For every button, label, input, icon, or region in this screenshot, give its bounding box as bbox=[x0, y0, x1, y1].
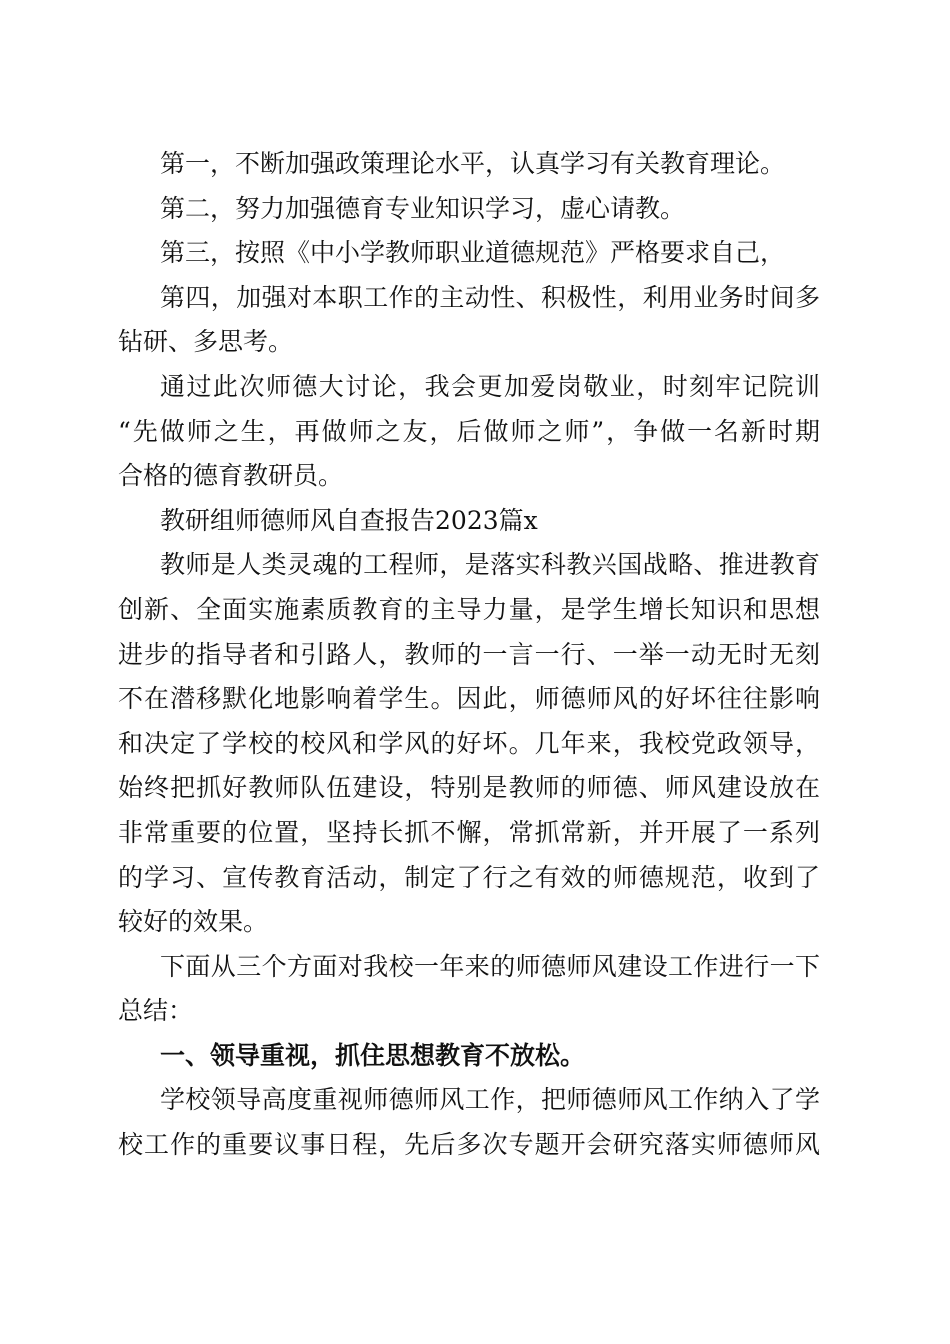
paragraph-line: 和决定了学校的校风和学风的好坏。几年来，我校党政领导， bbox=[118, 728, 820, 758]
paragraph-line: 较好的效果。 bbox=[118, 907, 269, 937]
list-item-second: 第二，努力加强德育专业知识学习，虚心请教。 bbox=[160, 193, 686, 223]
paragraph-line: 进步的指导者和引路人，教师的一言一行、一举一动无时无刻 bbox=[118, 639, 820, 669]
paragraph-line: 学校领导高度重视师德师风工作，把师德师风工作纳入了学 bbox=[160, 1085, 820, 1115]
list-item-third: 第三，按照《中小学教师职业道德规范》严格要求自己， bbox=[160, 238, 786, 268]
paragraph-line: 校工作的重要议事日程，先后多次专题开会研究落实师德师风 bbox=[118, 1130, 820, 1160]
section-heading: 一、领导重视，抓住思想教育不放松。 bbox=[160, 1040, 586, 1070]
paragraph-line: 下面从三个方面对我校一年来的师德师风建设工作进行一下 bbox=[160, 951, 820, 981]
paragraph-line: 教师是人类灵魂的工程师，是落实科教兴国战略、推进教育 bbox=[160, 550, 820, 580]
list-item-fourth: 第四，加强对本职工作的主动性、积极性，利用业务时间多 bbox=[160, 282, 820, 312]
paragraph-line: 始终把抓好教师队伍建设，特别是教师的师德、师风建设放在 bbox=[118, 773, 820, 803]
paragraph-line: 合格的德育教研员。 bbox=[118, 461, 344, 491]
paragraph-line: 总结： bbox=[118, 996, 194, 1026]
paragraph-line: 创新、全面实施素质教育的主导力量，是学生增长知识和思想 bbox=[118, 594, 820, 624]
list-item-fourth-cont: 钻研、多思考。 bbox=[118, 327, 294, 357]
paragraph-line: “先做师之生，再做师之友，后做师之师”，争做一名新时期 bbox=[118, 416, 820, 446]
list-item-first: 第一，不断加强政策理论水平，认真学习有关教育理论。 bbox=[160, 149, 786, 178]
document-page bbox=[118, 142, 820, 1168]
paragraph-line: 通过此次师德大讨论，我会更加爱岗敬业，时刻牢记院训 bbox=[160, 371, 820, 401]
section-title: 教研组师德师风自查报告2023篇x bbox=[160, 505, 538, 535]
paragraph-line: 非常重要的位置，坚持长抓不懈，常抓常新，并开展了一系列 bbox=[118, 817, 820, 847]
paragraph-line: 不在潜移默化地影响着学生。因此，师德师风的好坏往往影响 bbox=[118, 684, 820, 714]
paragraph-line: 的学习、宣传教育活动，制定了行之有效的师德规范，收到了 bbox=[118, 862, 820, 892]
